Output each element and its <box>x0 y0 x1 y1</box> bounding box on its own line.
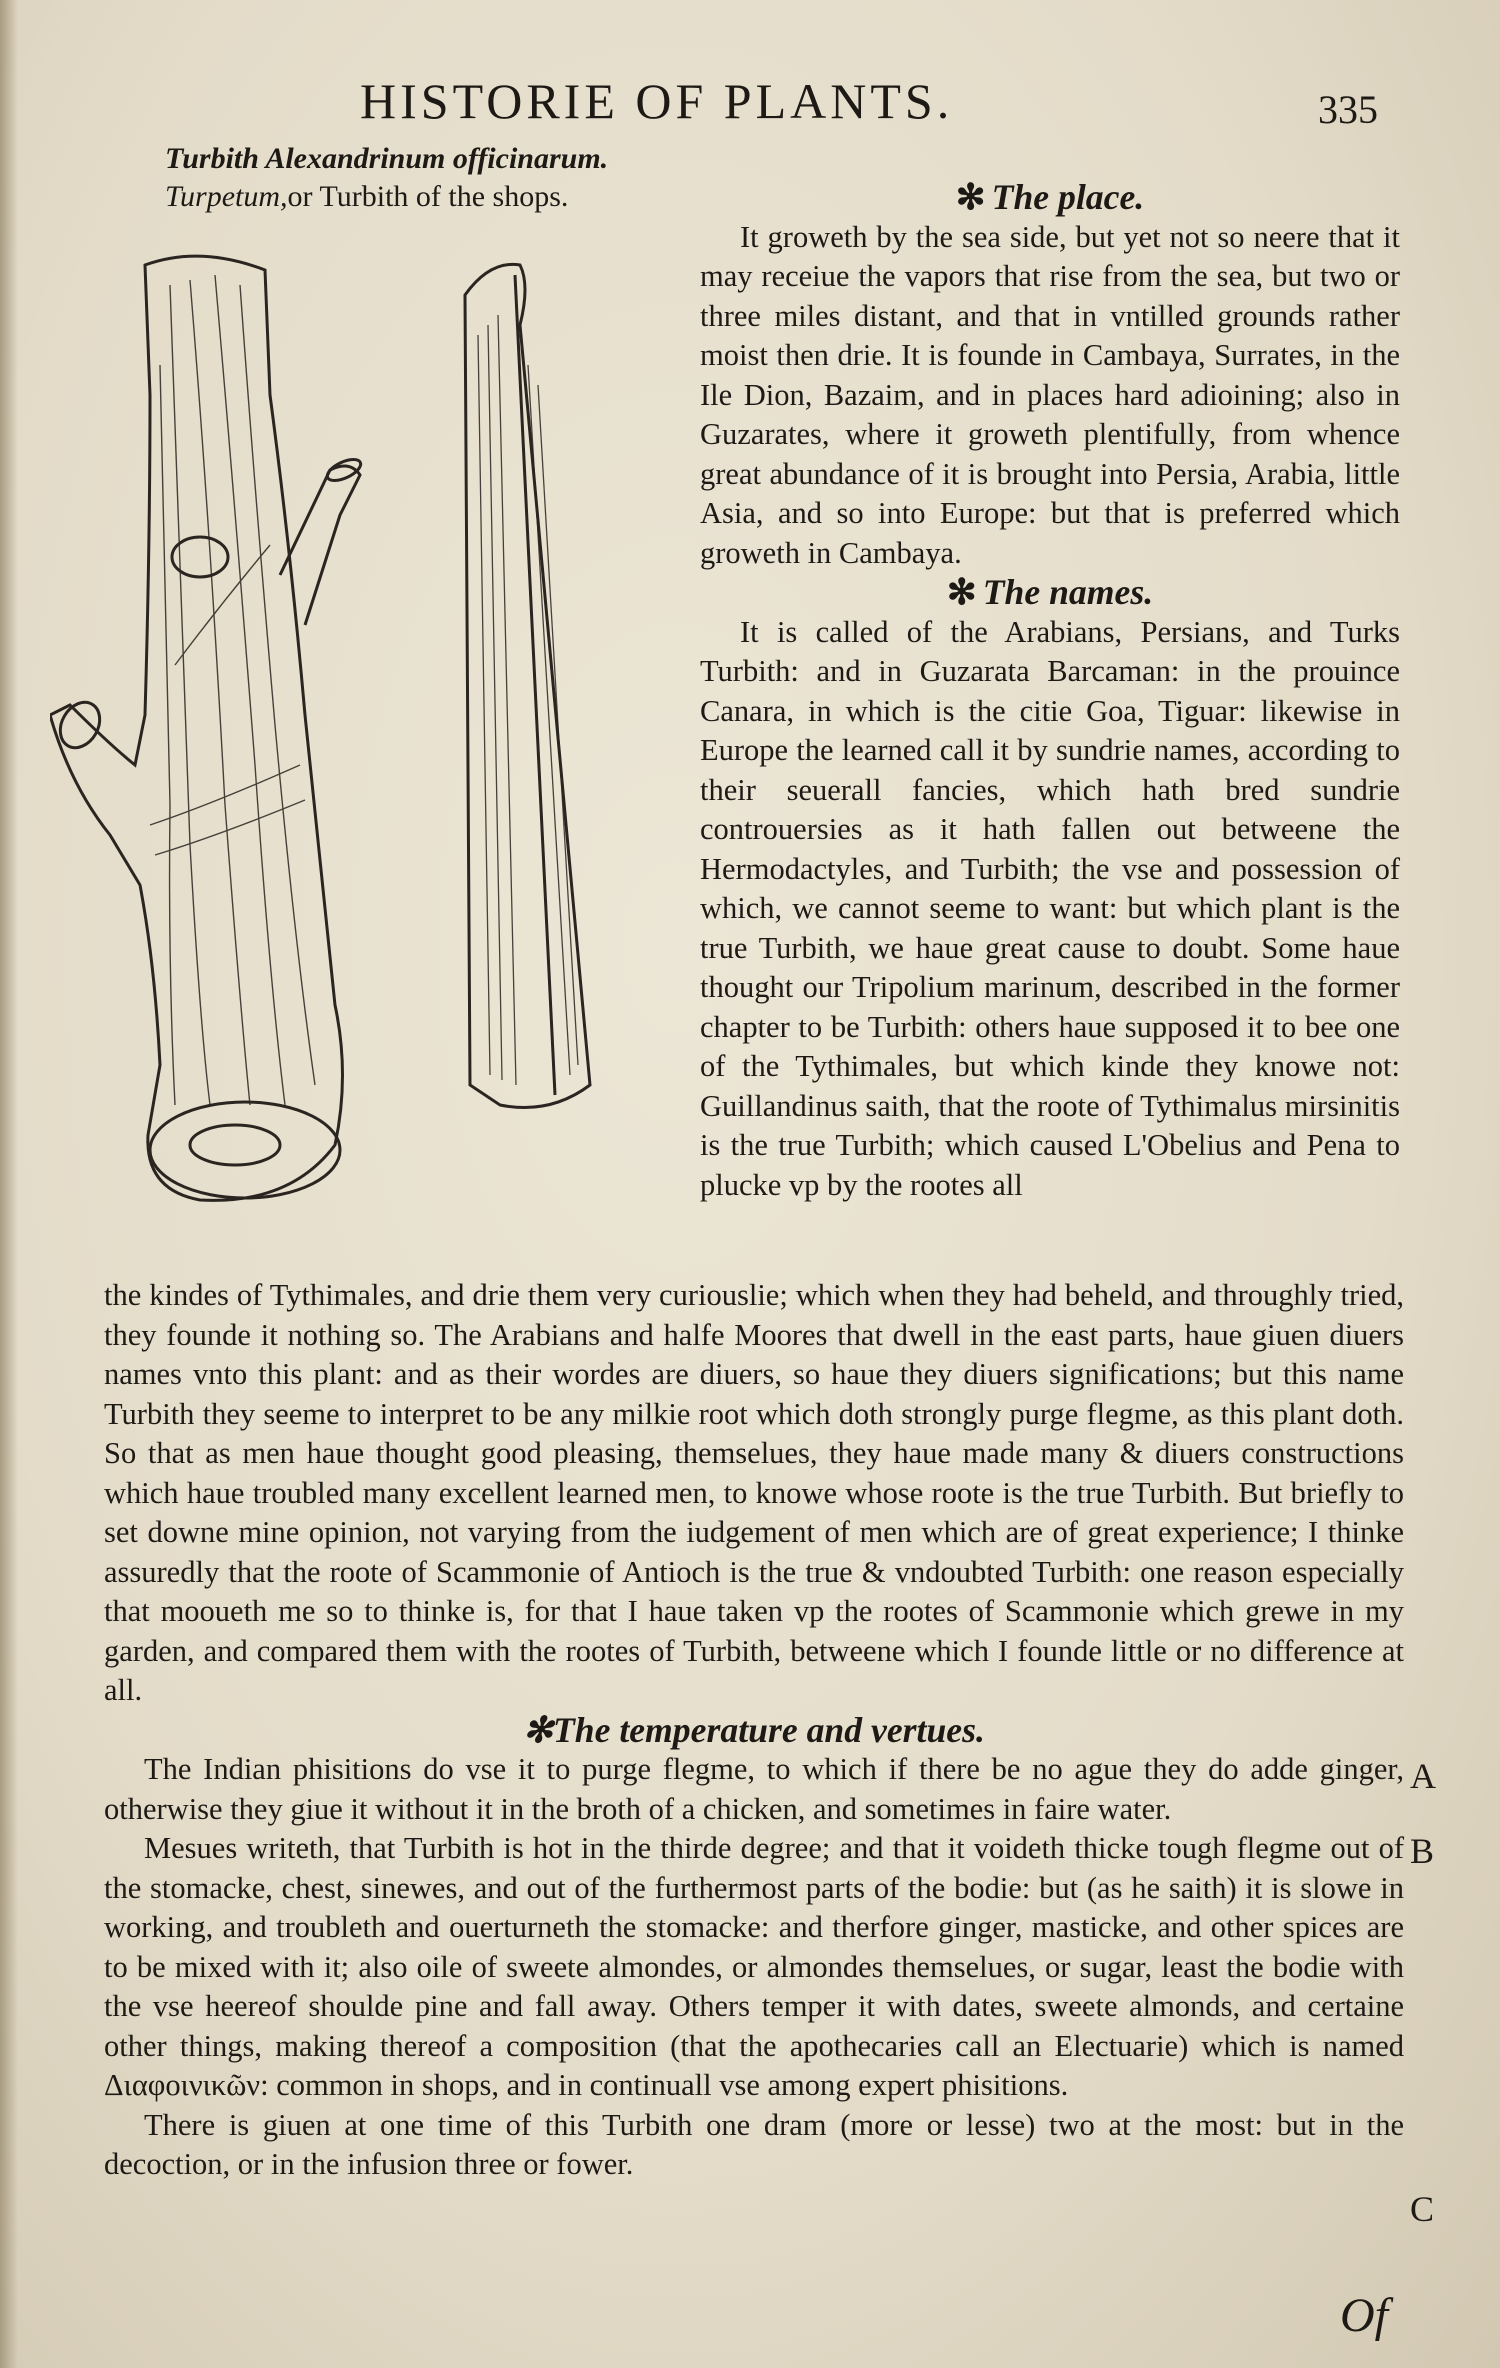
figure-caption-latin: Turbith Alexandrinum officinarum. <box>165 142 609 175</box>
caption-rest: or Turbith of the shops. <box>287 180 569 213</box>
margin-letter-a: A <box>1410 1756 1436 1796</box>
page-edge-shadow <box>0 0 18 2368</box>
heading-the-names: ✻ The names. <box>946 572 1154 612</box>
running-head: HISTORIE OF PLANTS. <box>360 73 954 129</box>
caption-italic-name: Turpetum, <box>165 180 288 213</box>
heading-the-place: ✻ The place. <box>955 177 1145 217</box>
vertue-paragraph-a: The Indian phisitions do vse it to purge flegme, to which if there be no ague they do adde ginger, otherwise they giue it without it in the broth of a chicken, and sometimes in faire water. <box>104 1752 1404 1826</box>
asterism-icon: ✻ <box>946 572 977 612</box>
margin-letter-b: B <box>1410 1831 1435 1871</box>
place-paragraph: It groweth by the sea side, but yet not so neere that it may receiue the vapors that rise from the sea, but two or three miles distant, and that in vntilled grounds rather moist then drie. It is founde in Cambaya, Surrates, in the Ile Dion, Bazaim, and in places hard adioining; also in Guzarates, where it groweth plentifully, from whence great abundance of it is brought into Persia, Arabia, little Asia, and so into Europe: but that is preferred which groweth in Cambaya. <box>700 219 1400 570</box>
figure-caption-english <box>165 180 568 214</box>
turbith-root-woodcut <box>50 245 650 1245</box>
catchword: Of <box>1340 2289 1388 2342</box>
names-paragraph-column: It is called of the Arabians, Persians, and Turks Turbith: and in Guzarata Barcaman: in the prouince Canara, in which is the citie Goa, Tiguar: likewise in Europe the learned call it by sundrie names, according to their seuerall fancies, which hath bred sundrie controuersies as it hath fallen out betweene the Hermodactyles, and Turbith; the vse and possession of which, we cannot seeme to want: but which plant is the true Turbith, we haue great cause to doubt. Some haue thought our Tripolium marinum, described in the former chapter to be Turbith: others haue supposed it to bee one of the Tythimales, but which kinde they knowe not: Guillandinus saith, that the roote of Tythimalus mirsinitis is the true Turbith; which caused L'Obelius and Pena to plucke vp by the rootes all <box>700 614 1400 1202</box>
vertue-paragraph-c: There is giuen at one time of this Turbith one dram (more or lesse) two at the most: but in the decoction, or in the infusion three or fower. <box>104 2107 1404 2181</box>
right-column-text <box>700 178 1400 1205</box>
page-number: 335 <box>1318 87 1378 132</box>
asterism-icon: ✻ <box>955 177 986 217</box>
full-width-text <box>104 1276 1404 2185</box>
margin-letter-c: C <box>1410 2189 1435 2229</box>
heading-temperature-vertues: ✻The temperature and vertues. <box>523 1709 985 1750</box>
vertue-paragraph-b: Mesues writeth, that Turbith is hot in the thirde degree; and that it voideth thicke tough flegme out of the stomacke, chest, sinewes, and out of the furthermost parts of the bodie: but (as he saith) it is slowe in working, and troubleth and ouerturneth the stomacke: and therfore ginger, masticke, and other spices are to be mixed with it; also oile of sweete almondes, or almondes themselues, or sugar, least the bodie with the vse heereof shoulde pine and fall away. Others temper it with dates, sweete almonds, and certaine other things, making thereof a composition (that the apothecaries call an Electuarie) which is named Διαφοινικῶν: common in shops, and in continuall vse among expert phisitions. <box>104 1831 1404 2102</box>
names-paragraph-continued: the kindes of Tythimales, and drie them very curiouslie; which when they had beheld, and throughly tried, they founde it nothing so. The Arabians and halfe Moores that dwell in the east parts, haue giuen diuers names vnto this plant: and as their wordes are diuers, so haue they diuers significations; but this name Turbith they seeme to interpret to be any milkie root which doth strongly purge flegme, as this plant doth. So that as men haue thought good pleasing, themselues, they haue made many & diuers constructions which haue troubled many excellent learned men, to knowe whose roote is the true Turbith. But briefly to set downe mine opinion, not varying from the iudgement of men which are of great experience; I thinke assuredly that the roote of Scammonie of Antioch is the true & vndoubted Turbith: one reason especially that mooueth me so to thinke is, for that I haue taken vp the rootes of Scammonie which grewe in my garden, and compared them with the rootes of Turbith, betweene which I founde little or no difference at all. <box>104 1278 1404 1707</box>
asterism-icon: ✻ <box>523 1709 553 1750</box>
